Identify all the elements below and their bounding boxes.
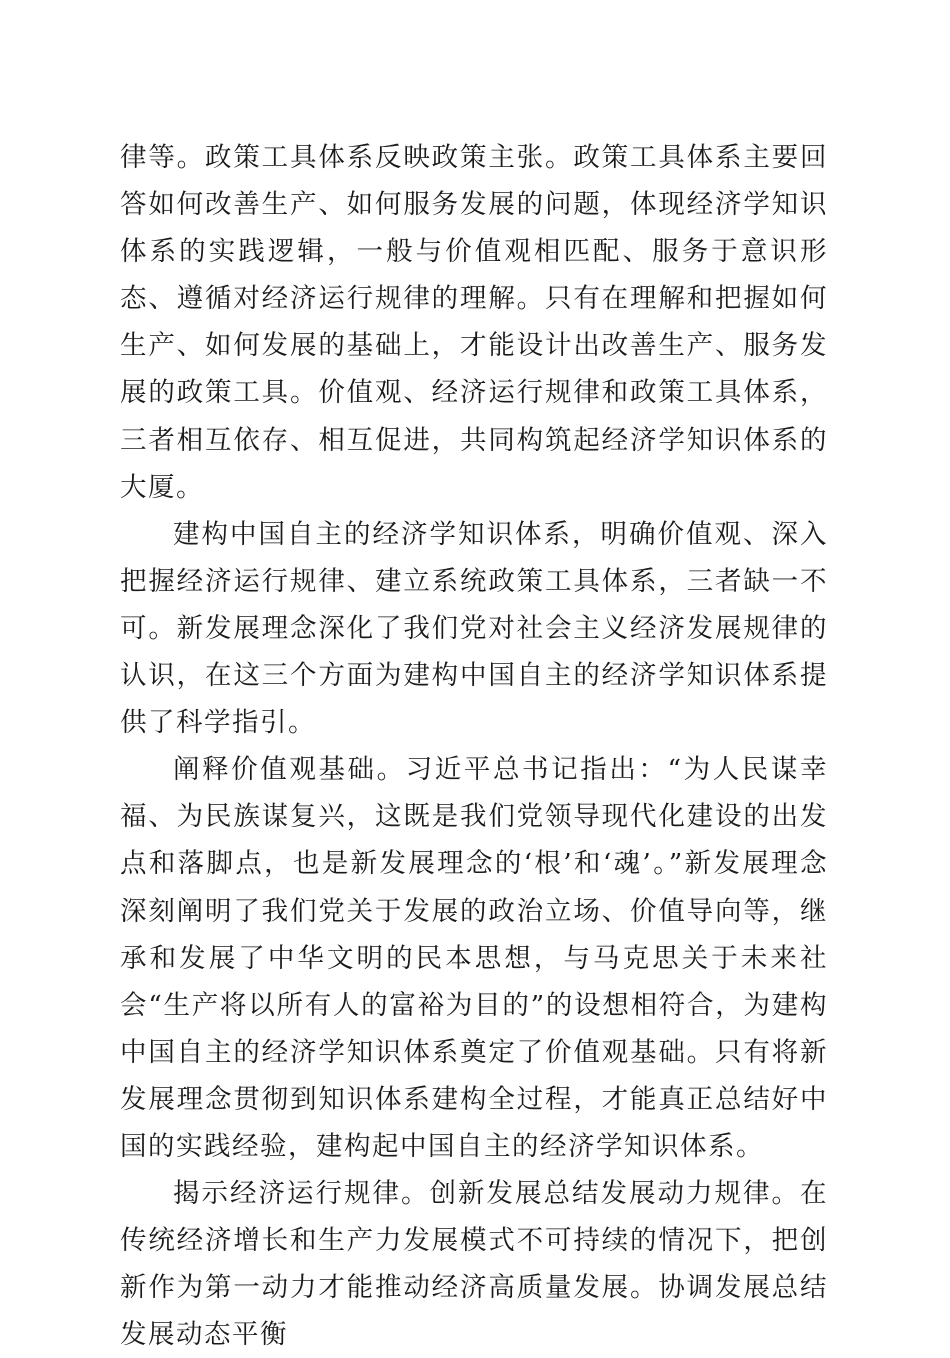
body-text xyxy=(120,134,828,1358)
paragraph: 揭示经济运行规律。创新发展总结发展动力规律。在传统经济增长和生产力发展模式不可持续的情况下，把创新作为第一动力才能推动经济高质量发展。协调发展总结发展动态平衡 xyxy=(120,1178,828,1351)
paragraph-continuation: 律等。政策工具体系反映政策主张。政策工具体系主要回答如何改善生产、如何服务发展的问题，体现经济学知识体系的实践逻辑，一般与价值观相匹配、服务于意识形态、遵循对经济运行规律的理解。只有在理解和把握如何生产、如何发展的基础上，才能设计出改善生产、服务发展的政策工具。价值观、经济运行规律和政策工具体系，三者相互依存、相互促进，共同构筑起经济学知识体系的大厦。 xyxy=(120,142,828,503)
paragraph: 阐释价值观基础。习近平总书记指出：“为人民谋幸福、为民族谋复兴，这既是我们党领导现代化建设的出发点和落脚点，也是新发展理念的‘根’和‘魂’。”新发展理念深刻阐明了我们党关于发展的政治立场、价值导向等，继承和发展了中华文明的民本思想，与马克思关于未来社会“生产将以所有人的富裕为目的”的设想相符合，为建构中国自主的经济学知识体系奠定了价值观基础。只有将新发展理念贯彻到知识体系建构全过程，才能真正总结好中国的实践经验，建构起中国自主的经济学知识体系。 xyxy=(120,754,828,1162)
paragraph: 建构中国自主的经济学知识体系，明确价值观、深入把握经济运行规律、建立系统政策工具体系，三者缺一不可。新发展理念深化了我们党对社会主义经济发展规律的认识，在这三个方面为建构中国自主的经济学知识体系提供了科学指引。 xyxy=(120,518,828,739)
